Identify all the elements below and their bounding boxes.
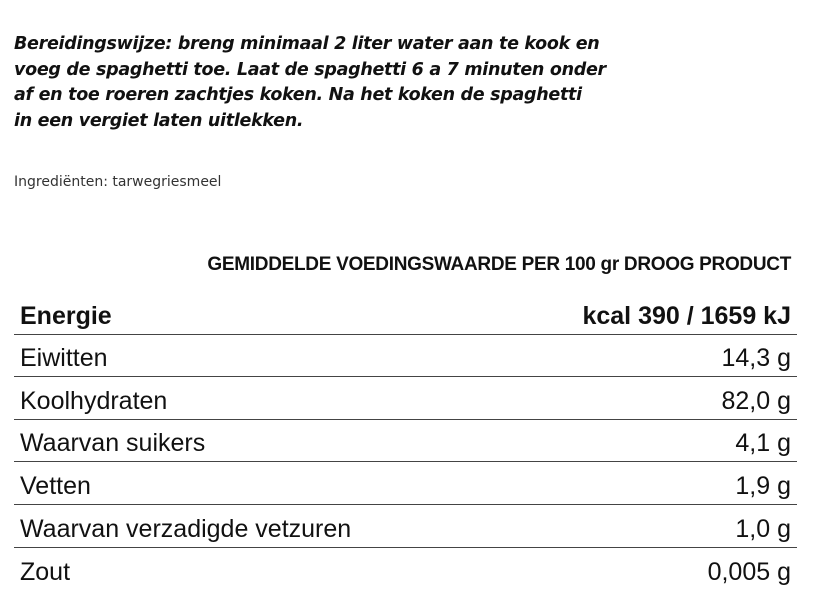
nutrient-value: 1,9 g xyxy=(735,471,791,500)
nutrition-row-salt xyxy=(14,548,797,591)
nutrient-value: 82,0 g xyxy=(721,386,791,415)
nutrient-value: kcal 390 / 1659 kJ xyxy=(582,301,791,330)
nutrient-value: 4,1 g xyxy=(735,429,791,458)
preparation-line: Bereidingswijze: breng minimaal 2 liter water aan te kook en xyxy=(14,34,600,54)
nutrient-label: Waarvan verzadigde vetzuren xyxy=(20,514,352,543)
nutrient-label: Energie xyxy=(20,301,112,330)
nutrient-label: Waarvan suikers xyxy=(20,429,206,458)
nutrient-value: 1,0 g xyxy=(735,514,791,543)
nutrition-row-carbohydrates xyxy=(14,377,797,420)
nutrition-row-sugars xyxy=(14,420,797,463)
preparation-line: voeg de spaghetti toe. Laat de spaghetti 6 a 7 minuten onder xyxy=(14,59,606,80)
nutrition-table xyxy=(14,292,797,590)
nutrient-label: Koolhydraten xyxy=(20,386,168,415)
preparation-line: af en toe roeren zachtjes koken. Na het koken de spaghetti xyxy=(14,85,582,105)
nutrient-value: 0,005 g xyxy=(707,558,791,587)
nutrition-row-fat xyxy=(14,462,797,505)
nutrition-row-saturated-fat xyxy=(14,505,797,548)
nutrition-row-energy xyxy=(14,292,797,335)
preparation-line: in een vergiet laten uitlekken. xyxy=(14,110,304,131)
nutrition-row-protein xyxy=(14,335,797,378)
nutrition-heading: GEMIDDELDE VOEDINGSWAARDE PER 100 gr DROOG PRODUCT xyxy=(207,254,791,275)
nutrient-label: Zout xyxy=(20,558,71,587)
nutrient-value: 14,3 g xyxy=(721,344,791,373)
preparation-instructions xyxy=(14,32,804,134)
nutrient-label: Eiwitten xyxy=(20,344,108,373)
nutrient-label: Vetten xyxy=(20,471,91,500)
ingredients: Ingrediënten: tarwegriesmeel xyxy=(14,174,222,190)
